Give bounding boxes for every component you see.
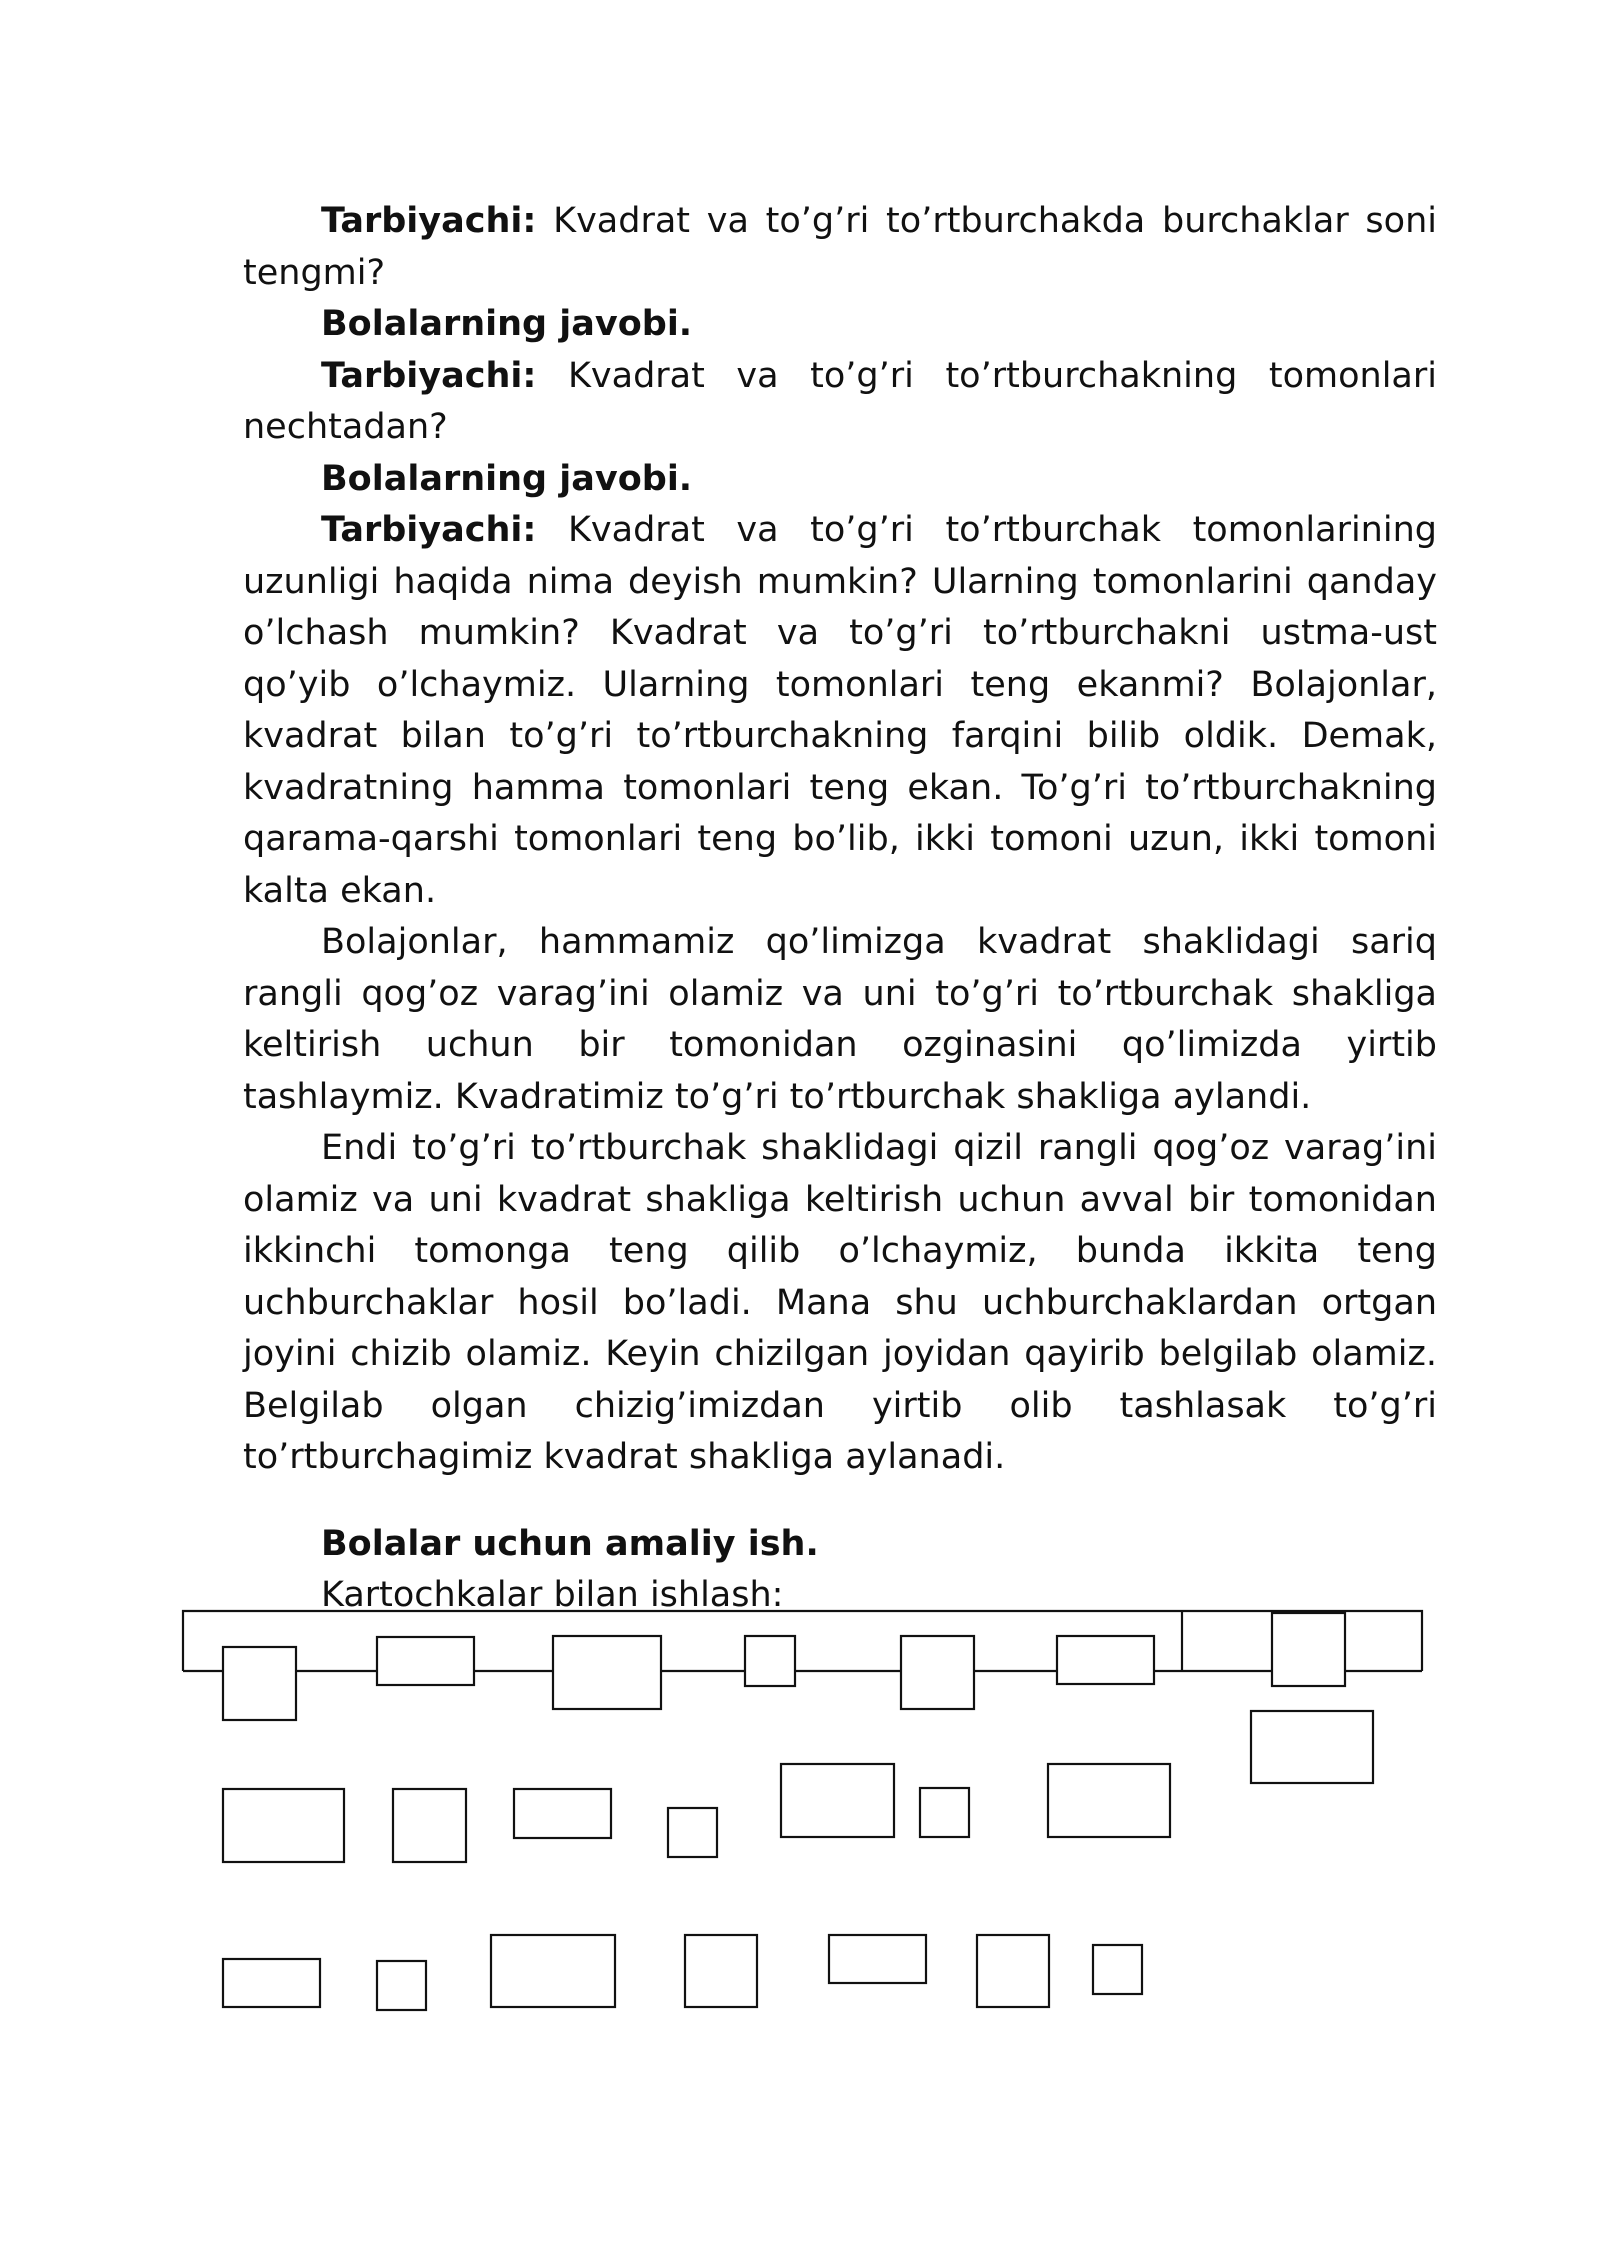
card-square [920,1788,969,1837]
card-rectangle [223,1789,344,1862]
card-rectangle [377,1637,474,1685]
card-rectangle [829,1935,926,1983]
activity-title-text: Bolalar uchun amaliy ish. [321,1523,819,1564]
card-square [745,1636,795,1686]
paragraph-text: Kvadrat va to’g’ri to’rtburchak tomonlarining uzunligi haqida nima deyish mumkin? Ularning tomonlarini qanday o’lchash mumkin? Kvadrat va to’g’ri to’rtburchakni ustma-ust qo’yib o’lchaymiz. Ularning tomonlari teng ekanmi? Bolajonlar, kvadrat bilan to’g’ri to’rtburchakning farqini bilib oldik. Demak, kvadratning hamma tomonlari teng ekan. To’g’ri to’rtburchakning qarama-qarshi tomonlari teng bo’lib, ikki tomoni uzun, ikki tomoni kalta ekan. [243,510,1437,911]
card-square [901,1636,974,1709]
card-rectangle [1057,1636,1154,1684]
card-rectangle [491,1935,615,2007]
card-rectangle [1048,1764,1170,1837]
card-square [1272,1613,1345,1686]
card-square [393,1789,466,1862]
card-rectangle [553,1636,661,1709]
card-rectangle [1251,1711,1373,1783]
speaker-label: Tarbiyachi: [321,201,537,241]
card-square [377,1961,426,2010]
card-square [223,1647,296,1720]
card-square [1093,1945,1142,1994]
answer-heading-text: Bolalarning javobi. [321,304,693,344]
speaker-label: Tarbiyachi: [321,510,537,550]
card-square [685,1935,757,2007]
card-square [977,1935,1049,2007]
answer-heading-text: Bolalarning javobi. [321,458,693,499]
frame-outline [183,1611,1422,1671]
card-rectangle [781,1764,894,1837]
card-rectangle [223,1959,320,2007]
speaker-label: Tarbiyachi: [321,355,537,396]
card-rectangle [514,1789,611,1838]
activity-subtitle: Kartochkalar bilan ishlash: [321,1575,784,1615]
paragraph-yellow-paper: Bolajonlar, hammamiz qo’limizga kvadrat shaklidagi sariq rangli qog’oz varag’ini olamiz va uni to’g’ri to’rtburchak shakliga keltirish uchun bir tomonidan ozginasini qo’limizda yirtib tashlaymiz. Kvadratimiz to’g’ri to’rtburchak shakliga aylandi. [243,922,1437,1117]
paragraph-text: Kvadrat va to’g’ri to’rtburchakning tomonlari nechtadan? [243,355,1437,447]
paragraph-red-paper: Endi to’g’ri to’rtburchak shaklidagi qizil rangli qog’oz varag’ini olamiz va uni kvadrat shakliga keltirish uchun avval bir tomonidan ikkinchi tomonga teng qilib o’lchaymiz, bunda ikkita teng uchburchaklar hosil bo’ladi. Mana shu uchburchaklardan ortgan joyini chizib olamiz. Keyin chizilgan joyidan qayirib belgilab olamiz. Belgilab olgan chizig’imizdan yirtib olib tashlasak to’g’ri to’rtburchagimiz kvadrat shakliga aylanadi. [243,1128,1437,1477]
paragraph-text: Kvadrat va to’g’ri to’rtburchakda burchaklar soni tengmi? [243,201,1437,293]
card-square [668,1808,717,1857]
